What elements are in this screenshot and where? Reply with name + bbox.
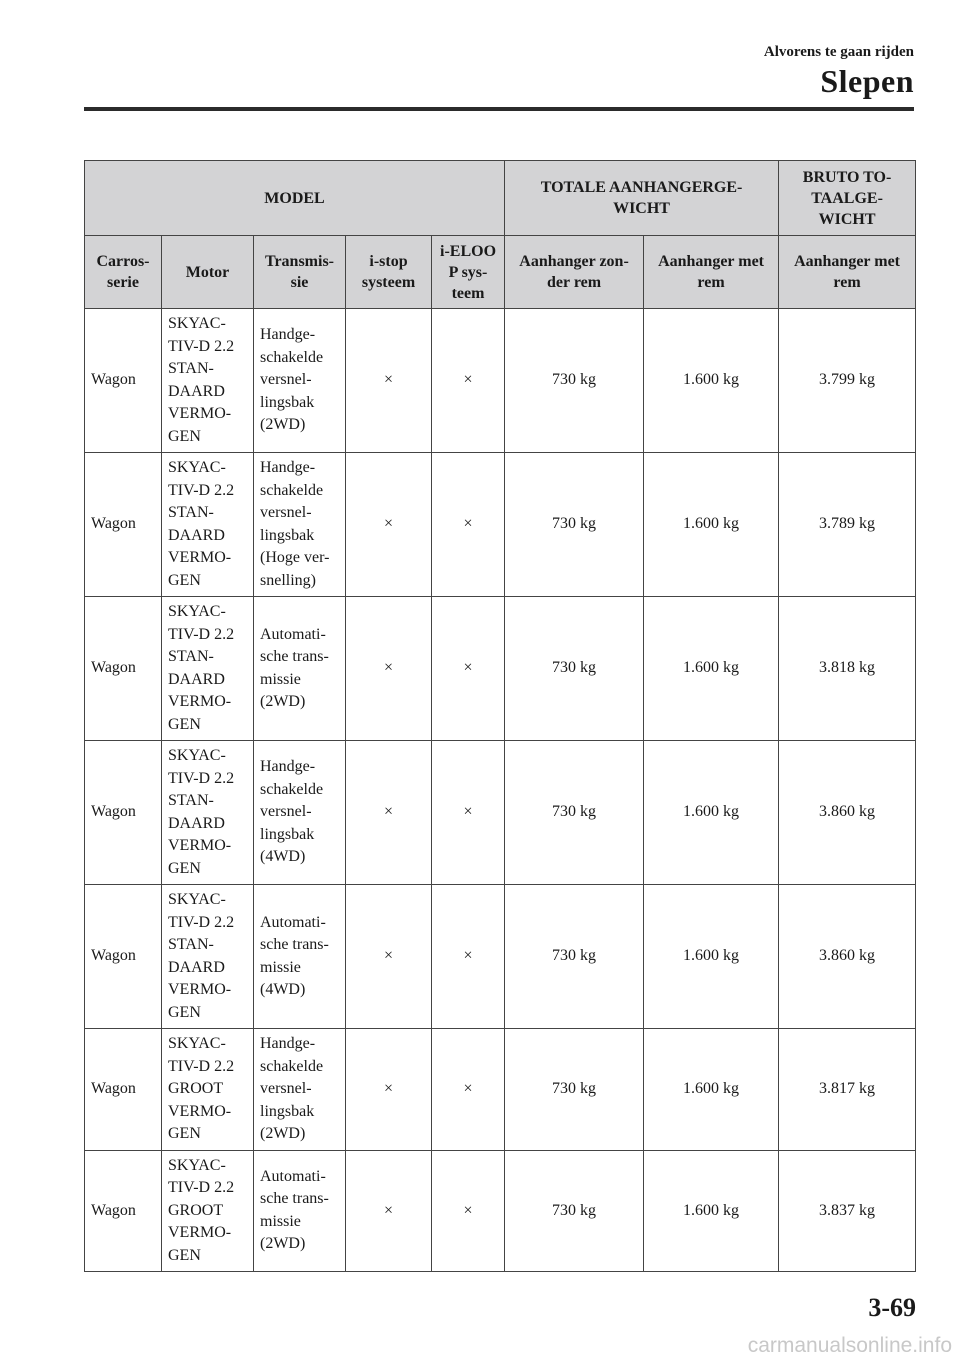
cell-body: Wagon bbox=[85, 741, 162, 885]
cell-ieloop: × bbox=[432, 453, 505, 597]
cell-transmission: Automati- sche trans- missie (2WD) bbox=[254, 1150, 346, 1272]
cell-trailer-no-brake: 730 kg bbox=[505, 741, 644, 885]
cell-body: Wagon bbox=[85, 309, 162, 453]
cell-trailer-with-brake: 1.600 kg bbox=[644, 1029, 779, 1151]
table-row bbox=[85, 1150, 916, 1272]
cell-istop: × bbox=[346, 453, 432, 597]
cell-trailer-with-brake: 1.600 kg bbox=[644, 453, 779, 597]
cell-ieloop: × bbox=[432, 741, 505, 885]
cell-trailer-with-brake: 1.600 kg bbox=[644, 741, 779, 885]
column-header-body: Carros- serie bbox=[85, 236, 162, 309]
cell-engine: SKYAC- TIV-D 2.2 STAN- DAARD VERMO- GEN bbox=[162, 309, 254, 453]
column-header-trailer-with-brake: Aanhanger met rem bbox=[644, 236, 779, 309]
cell-engine: SKYAC- TIV-D 2.2 STAN- DAARD VERMO- GEN bbox=[162, 741, 254, 885]
column-header-engine: Motor bbox=[162, 236, 254, 309]
column-header-istop: i-stop systeem bbox=[346, 236, 432, 309]
column-header-ieloop: i-ELOO P sys- teem bbox=[432, 236, 505, 309]
cell-trailer-with-brake: 1.600 kg bbox=[644, 885, 779, 1029]
table-column-header-row bbox=[85, 236, 916, 309]
cell-gross-weight: 3.837 kg bbox=[779, 1150, 916, 1272]
cell-ieloop: × bbox=[432, 1150, 505, 1272]
cell-istop: × bbox=[346, 885, 432, 1029]
cell-trailer-with-brake: 1.600 kg bbox=[644, 1150, 779, 1272]
table-row bbox=[85, 1029, 916, 1151]
table-row bbox=[85, 597, 916, 741]
cell-engine: SKYAC- TIV-D 2.2 GROOT VERMO- GEN bbox=[162, 1150, 254, 1272]
cell-trailer-with-brake: 1.600 kg bbox=[644, 309, 779, 453]
towing-weights-table bbox=[84, 160, 916, 1272]
cell-transmission: Automati- sche trans- missie (4WD) bbox=[254, 885, 346, 1029]
cell-gross-weight: 3.799 kg bbox=[779, 309, 916, 453]
cell-gross-weight: 3.860 kg bbox=[779, 885, 916, 1029]
cell-ieloop: × bbox=[432, 597, 505, 741]
cell-transmission: Handge- schakelde versnel- lingsbak (2WD) bbox=[254, 1029, 346, 1151]
table-group-header-row bbox=[85, 161, 916, 236]
cell-engine: SKYAC- TIV-D 2.2 STAN- DAARD VERMO- GEN bbox=[162, 597, 254, 741]
cell-trailer-no-brake: 730 kg bbox=[505, 309, 644, 453]
cell-body: Wagon bbox=[85, 1150, 162, 1272]
cell-ieloop: × bbox=[432, 1029, 505, 1151]
cell-istop: × bbox=[346, 1150, 432, 1272]
cell-transmission: Handge- schakelde versnel- lingsbak (Hoge ver- snelling) bbox=[254, 453, 346, 597]
cell-body: Wagon bbox=[85, 885, 162, 1029]
table-row bbox=[85, 885, 916, 1029]
cell-transmission: Handge- schakelde versnel- lingsbak (4WD) bbox=[254, 741, 346, 885]
column-header-gross-trailer-with-brake: Aanhanger met rem bbox=[779, 236, 916, 309]
section-heading: Alvorens te gaan rijden bbox=[763, 44, 914, 60]
group-header-total-trailer-weight: TOTALE AANHANGERGE- WICHT bbox=[505, 161, 779, 236]
cell-gross-weight: 3.789 kg bbox=[779, 453, 916, 597]
cell-trailer-with-brake: 1.600 kg bbox=[644, 597, 779, 741]
cell-transmission: Automati- sche trans- missie (2WD) bbox=[254, 597, 346, 741]
group-header-gross-total-weight: BRUTO TO- TAALGE- WICHT bbox=[779, 161, 916, 236]
cell-istop: × bbox=[346, 741, 432, 885]
cell-ieloop: × bbox=[432, 309, 505, 453]
cell-gross-weight: 3.818 kg bbox=[779, 597, 916, 741]
cell-trailer-no-brake: 730 kg bbox=[505, 885, 644, 1029]
cell-transmission: Handge- schakelde versnel- lingsbak (2WD) bbox=[254, 309, 346, 453]
cell-istop: × bbox=[346, 597, 432, 741]
table-row bbox=[85, 453, 916, 597]
group-header-model: MODEL bbox=[85, 161, 505, 236]
cell-ieloop: × bbox=[432, 885, 505, 1029]
cell-body: Wagon bbox=[85, 597, 162, 741]
cell-trailer-no-brake: 730 kg bbox=[505, 597, 644, 741]
column-header-trailer-no-brake: Aanhanger zon- der rem bbox=[505, 236, 644, 309]
cell-engine: SKYAC- TIV-D 2.2 STAN- DAARD VERMO- GEN bbox=[162, 453, 254, 597]
watermark: carmanualsonline.info bbox=[747, 1334, 952, 1357]
cell-body: Wagon bbox=[85, 1029, 162, 1151]
cell-engine: SKYAC- TIV-D 2.2 STAN- DAARD VERMO- GEN bbox=[162, 885, 254, 1029]
cell-istop: × bbox=[346, 309, 432, 453]
cell-engine: SKYAC- TIV-D 2.2 GROOT VERMO- GEN bbox=[162, 1029, 254, 1151]
header-divider bbox=[84, 107, 914, 111]
cell-body: Wagon bbox=[85, 453, 162, 597]
cell-trailer-no-brake: 730 kg bbox=[505, 1029, 644, 1151]
cell-gross-weight: 3.817 kg bbox=[779, 1029, 916, 1151]
table-body bbox=[85, 309, 916, 1272]
cell-gross-weight: 3.860 kg bbox=[779, 741, 916, 885]
page-number: 3-69 bbox=[868, 1293, 916, 1322]
cell-trailer-no-brake: 730 kg bbox=[505, 1150, 644, 1272]
cell-trailer-no-brake: 730 kg bbox=[505, 453, 644, 597]
cell-istop: × bbox=[346, 1029, 432, 1151]
page-title: Slepen bbox=[820, 63, 914, 99]
table-row bbox=[85, 309, 916, 453]
table-row bbox=[85, 741, 916, 885]
column-header-transmission: Transmis- sie bbox=[254, 236, 346, 309]
